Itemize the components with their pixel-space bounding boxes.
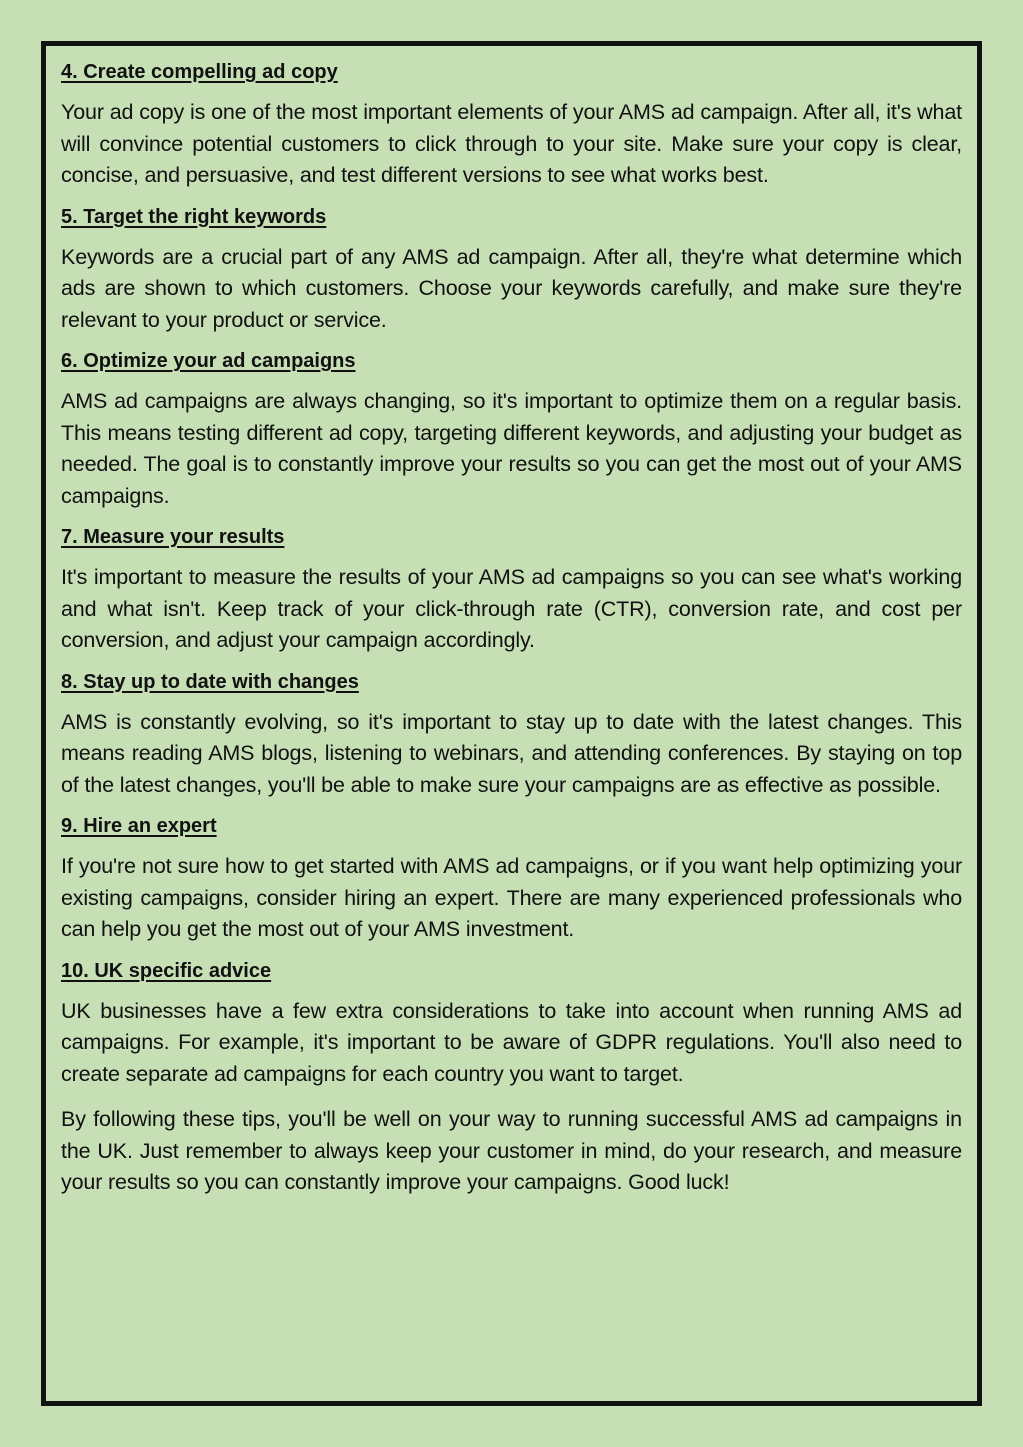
section-heading-10: 10. UK specific advice [61,959,272,982]
section-heading-4: 4. Create compelling ad copy [61,61,338,83]
section-heading-5: 5. Target the right keywords [61,205,327,228]
section-body-8: AMS is constantly evolving, so it's important to stay up to date with the latest changes. This means reading AMS blogs, listening to webinars, and attending conferences. By staying on top of the latest changes, you'll be able to make sure your campaigns are as effective as possible. [61,709,962,797]
section-body-7: It's important to measure the results of your AMS ad campaigns so you can see what's working and what isn't. Keep track of your click-through rate (CTR), conversion rate, and cost per conversion, and adjust your campaign accordingly. [61,565,962,652]
conclusion-paragraph: By following these tips, you'll be well on your way to running successful AMS ad campaigns in the UK. Just remember to always keep your customer in mind, do your research, and measure your results so you can constantly improve your campaigns. Good luck! [61,1107,962,1194]
section-heading-9: 9. Hire an expert [61,815,217,837]
section-body-4: Your ad copy is one of the most important elements of your AMS ad campaign. After all, it's what will convince potential customers to click through to your site. Make sure your copy is clear, concise, and persuasive, and test different versions to see what works best. [61,100,962,187]
section-body-10: UK businesses have a few extra considerations to take into account when running AMS ad campaigns. For example, it's important to be aware of GDPR regulations. You'll also need to create separate ad campaigns for each country you want to target. [61,998,962,1086]
section-body-6: AMS ad campaigns are always changing, so it's important to optimize them on a regular basis. This means testing different ad copy, targeting different keywords, and adjusting your budget as needed. The goal is to constantly improve your results so you can get the most out of your AMS campaigns. [61,389,962,508]
section-body-5: Keywords are a crucial part of any AMS ad campaign. After all, they're what determine which ads are shown to which customers. Choose your keywords carefully, and make sure they're relevant to your product or service. [61,244,962,332]
section-heading-8: 8. Stay up to date with changes [61,670,359,693]
document-content [61,61,962,1199]
page-frame [41,41,982,1406]
section-heading-7: 7. Measure your results [61,526,285,548]
section-body-9: If you're not sure how to get started with AMS ad campaigns, or if you want help optimizing your existing campaigns, consider hiring an expert. There are many experienced professionals who can help you get the most out of your AMS investment. [61,854,962,941]
section-heading-6: 6. Optimize your ad campaigns [61,350,356,372]
